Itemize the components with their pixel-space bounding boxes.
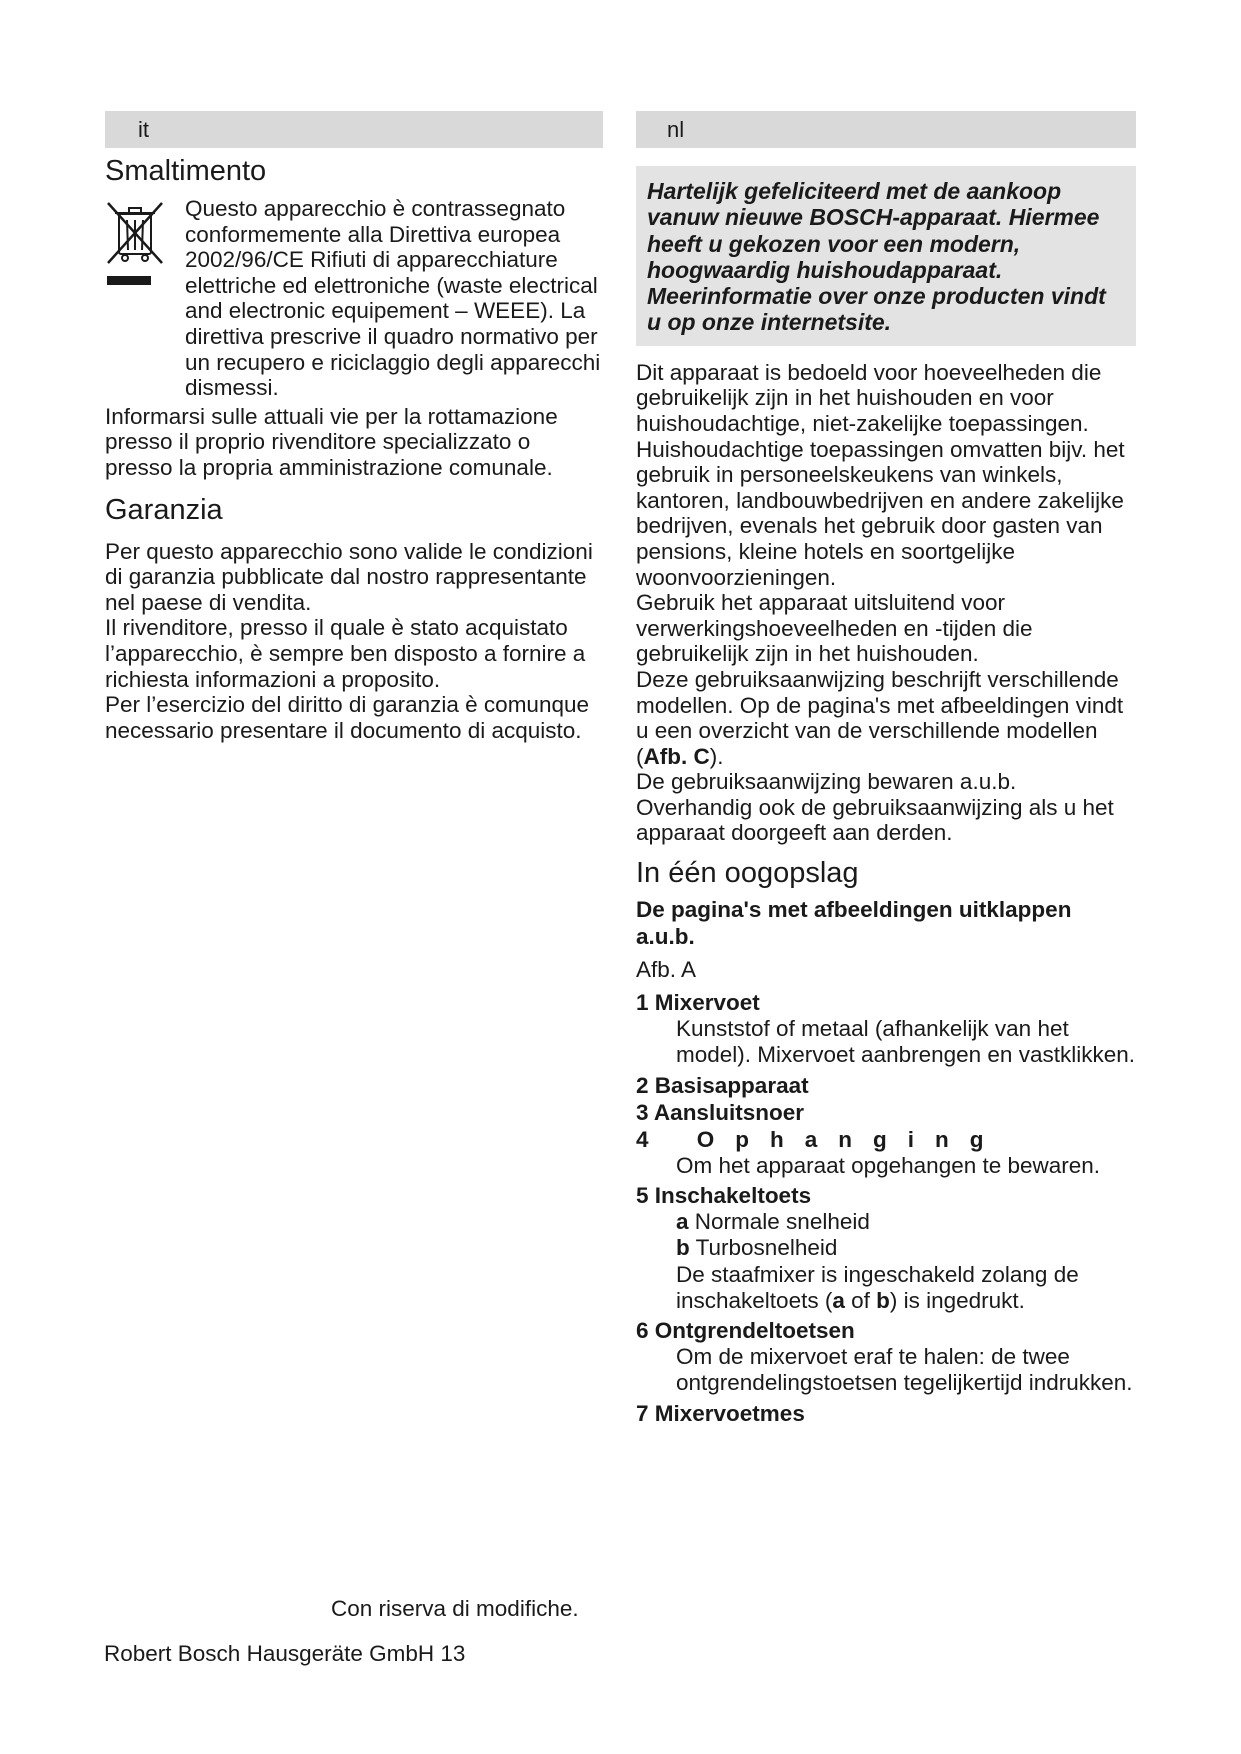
note-text-1: De staafmixer is ingeschakeld zolang de inschakeltoets ( xyxy=(676,1261,1079,1313)
item-6-description: Om de mixervoet eraf te halen: de twee ontgrendelingstoetsen tegelijkertijd indrukken. xyxy=(676,1344,1133,1396)
item-2-title: 2 Basisapparaat xyxy=(636,1072,809,1098)
page-footer: Robert Bosch Hausgeräte GmbH 13 xyxy=(104,1641,466,1666)
note-key-b: b xyxy=(876,1287,890,1313)
item-7-title: 7 Mixervoetmes xyxy=(636,1400,805,1426)
note-text-2: ) is ingedrukt. xyxy=(889,1287,1025,1313)
disposal-info-paragraph: Informarsi sulle attuali vie per la rottamazione presso il proprio rivenditore specializzato o presso la propria amministrazione comunale. xyxy=(105,403,558,480)
item-5-option-a xyxy=(676,1209,1136,1235)
item-4-title: 4 Ophanging xyxy=(636,1126,1005,1152)
usage-paragraph-4: De gebruiksaanwijzing bewaren a.u.b. xyxy=(636,769,1017,795)
option-b-text: Turbosnelheid xyxy=(695,1235,838,1261)
item-4-description: Om het apparaat opgehangen te bewaren. xyxy=(676,1152,1101,1178)
item-1-description: Kunststof of metaal (afhankelijk van het model). Mixervoet aanbrengen en vastklikken. xyxy=(676,1016,1135,1068)
figure-reference-c: Afb. C xyxy=(643,743,710,769)
dutch-column xyxy=(636,111,1136,1427)
usage-paragraph-2: Gebruik het apparaat uitsluitend voor verwerkingshoeveelheden en -tijden die gebruikelijk zijn in het huishouden. xyxy=(636,590,1033,667)
warranty-paragraph-1: Per questo apparecchio sono valide le condizioni di garanzia pubblicate dal nostro rappresentante nel paese di vendita. xyxy=(105,538,593,615)
italian-column xyxy=(105,111,603,743)
section-title-overview: In één oogopslag xyxy=(636,857,859,890)
usage-paragraph-1: Dit apparaat is bedoeld voor hoeveelheden die gebruikelijk zijn in het huishouden en voor huishoudachtige, niet-zakelijke toepassingen. Huishoudachtige toepassingen omvatten bijv. het gebruik in personeelskeukens van winkels, kantoren, landbouwbedrijven en andere zakelijke bedrijven, evenals het gebruik door gasten van pensions, kleine hotels en soortgelijke woonvoorzieningen. xyxy=(636,359,1125,590)
item-1-title: 1 Mixervoet xyxy=(636,990,760,1016)
warranty-paragraph-2: Il rivenditore, presso il quale è stato acquistato l’apparecchio, è sempre ben disposto a fornire a richiesta informazioni a proposito. xyxy=(105,615,586,692)
overview-subtitle: De pagina's met afbeeldingen uitklappen a.u.b. xyxy=(636,897,1072,950)
option-a-key: a xyxy=(676,1208,689,1234)
item-3-title: 3 Aansluitsnoer xyxy=(636,1099,804,1125)
figure-label: Afb. A xyxy=(636,957,697,983)
usage-paragraph-5: Overhandig ook de gebruiksaanwijzing als u het apparaat doorgeeft aan derden. xyxy=(636,794,1114,846)
option-b-key: b xyxy=(676,1235,690,1261)
item-6-title: 6 Ontgrendeltoetsen xyxy=(636,1318,855,1344)
intro-box: Hartelijk gefeliciteerd met de aankoop vanuw nieuwe BOSCH-apparaat. Hiermee heeft u gekozen voor een modern, hoogwaardig huishoudapparaat. Meerinformatie over onze producten vindt u op onze internetsite. xyxy=(636,166,1136,346)
reservation-note: Con riserva di modifiche. xyxy=(331,1596,579,1621)
usage-paragraph-3 xyxy=(636,667,1136,769)
item-5-title: 5 Inschakeltoets xyxy=(636,1182,812,1208)
section-title-disposal: Smaltimento xyxy=(105,155,267,187)
item-5-note xyxy=(676,1262,1136,1315)
crossed-bin-icon xyxy=(105,198,165,290)
usage-paragraph-3-end: ). xyxy=(709,743,724,769)
language-tab-nl: nl xyxy=(636,111,1136,148)
usage-paragraph-3-text: Deze gebruiksaanwijzing beschrijft verschillende modellen. Op de pagina's met afbeeldingen vindt u een overzicht van de verschillende modellen ( xyxy=(636,666,1124,769)
note-text-of: of xyxy=(844,1287,877,1313)
language-tab-it: it xyxy=(105,111,603,148)
item-5-option-b xyxy=(676,1235,1136,1261)
weee-paragraph: Questo apparecchio è contrassegnato conformemente alla Direttiva europea 2002/96/CE Rifiuti di apparecchiature elettriche ed elettroniche (waste electrical and electronic equipement – WEEE). La direttiva prescrive il quadro normativo per un recupero e riciclaggio degli apparecchi dismessi. xyxy=(185,196,601,401)
section-title-warranty: Garanzia xyxy=(105,493,223,526)
warranty-paragraph-3: Per l’esercizio del diritto di garanzia è comunque necessario presentare il documento di acquisto. xyxy=(105,692,590,743)
note-key-a: a xyxy=(832,1287,845,1313)
option-a-text: Normale snelheid xyxy=(694,1208,870,1234)
weee-notice xyxy=(105,196,603,401)
